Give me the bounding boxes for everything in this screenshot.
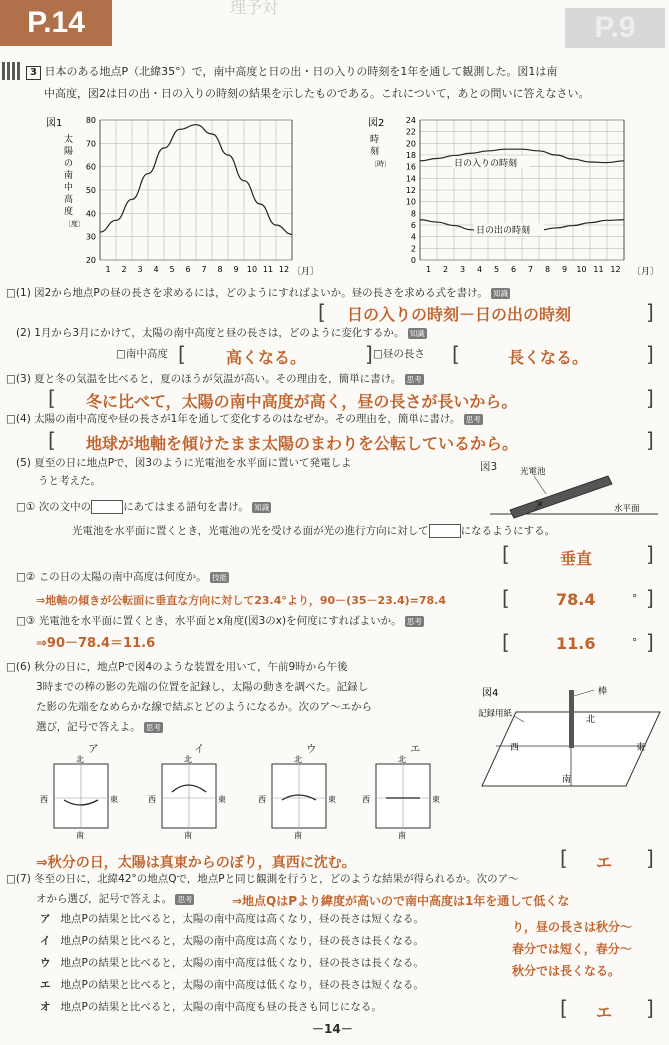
q7-option-o[interactable]: オ 地点Pの結果と比べると，太陽の南中高度も昼の長さも同じになる。 [40, 1001, 382, 1013]
y-label-char: の [64, 159, 74, 169]
x-tick-label: 7 [527, 265, 534, 274]
svg-text:西: 西 [510, 743, 520, 753]
y-label-char: 高 [64, 195, 74, 205]
south-label: 南 [398, 831, 406, 840]
x-tick-label: 3 [459, 265, 466, 274]
figure-3-label: 図3 [480, 461, 498, 473]
q6-answer: エ [596, 853, 613, 872]
y-tick-label: 50 [85, 186, 96, 195]
svg-text:記録用紙: 記録用紙 [478, 709, 513, 719]
figure-1-label: 図1 [46, 118, 63, 129]
q5-question-1: (5) 夏至の日に地点Pで，図3のように光電池を水平面に置いて発電しよ [16, 457, 352, 469]
y-tick-label: 20 [85, 256, 96, 265]
x-tick-label: 9 [561, 265, 568, 274]
q4-tag: 思考 [465, 414, 481, 424]
q7-line-1: □(7) 冬至の日に，北緯42°の地点Qで，地点Pと同じ観測を行うと，どのような結果が得られるか。次のア～ [6, 873, 519, 885]
q2-label-b: □昼の長さ [373, 348, 425, 360]
x-tick-label: 5 [169, 265, 175, 274]
north-label: 北 [398, 755, 406, 764]
x-tick-label: 4 [476, 265, 483, 274]
east-label: 東 [328, 795, 336, 804]
y-tick-label: 18 [405, 151, 416, 160]
y-label-char: 刻 [370, 147, 380, 157]
y-tick-label: 20 [405, 139, 416, 149]
north-label: 北 [294, 755, 302, 764]
x-tick-label: 11 [593, 265, 604, 274]
q6-explain: ⇒秋分の日，太陽は真東からのぼり，真西に沈む。 [36, 855, 356, 871]
q5-sub2: □② この日の太陽の南中高度は何度か。 技能 [16, 571, 228, 583]
y-tick-label: 4 [410, 232, 416, 242]
intro-line-2: 中高度，図2は日の出・日の入りの時刻の結果を示したものである。これについて，あとの問いに答えなさい。 [44, 87, 590, 100]
x-tick-label: 10 [576, 265, 587, 274]
y-label-char: 時 [370, 135, 380, 145]
q1-question: □(1) 図2から地点Pの昼の長さを求めるには，どのようにすればよいか。昼の長さを求める式を書け。 知識 [6, 287, 509, 299]
ghost-page-label: P.9 [565, 8, 665, 48]
intro-line-1: 日本のある地点P（北緯35°）で，南中高度と日の出・日の入りの時刻を1年を通して観測した。図1は南 [44, 65, 558, 78]
x-tick-label: 2 [442, 265, 449, 274]
q5-sub1-sentence: 光電池を水平面に置くとき，光電池の光を受ける面が光の進行方向に対して になるようにする。 [72, 525, 556, 537]
x-tick-label: 3 [137, 265, 143, 274]
east-label: 東 [218, 795, 226, 804]
figure-3-diagram [490, 462, 660, 522]
q3-question: □(3) 夏と冬の気温を比べると，夏のほうが気温が高い。その理由を，簡単に書け。 思考 [6, 373, 422, 385]
x-tick-label: 7 [201, 265, 207, 274]
y-tick-label: 8 [410, 209, 416, 219]
sunrise-label: 日の出の時刻 [476, 226, 531, 236]
y-label-char: 南 [64, 171, 74, 181]
x-tick-label: 1 [105, 265, 111, 274]
x-tick-label: 6 [510, 265, 517, 274]
q7-options [40, 912, 424, 1022]
y-tick-label: 2 [410, 244, 416, 254]
q6-line-3: た影の先端をなめらかな線で結ぶとどのようになるか。次のア～エから [36, 701, 372, 713]
q6-line-1: □(6) 秋分の日に，地点Pで図4のような装置を用いて，午前9時から午後 [6, 661, 348, 673]
choice-u-label[interactable]: ウ [306, 743, 317, 755]
y-label-char: 陽 [64, 147, 74, 157]
q4-question: □(4) 太陽の南中高度や昼の長さが1年を通して変化するのはなぜか。その理由を，簡単に書け。 思考 [6, 413, 481, 425]
y-label-char: 度 [64, 207, 74, 217]
q5-question-2: うと考えた。 [38, 475, 101, 487]
choice-diagram-1 [148, 754, 226, 840]
x-tick-label: 12 [610, 265, 621, 274]
svg-text:南: 南 [562, 775, 572, 785]
x-tick-label: 8 [544, 265, 551, 274]
west-label: 西 [258, 795, 266, 804]
x-tick-label: 1 [425, 265, 432, 274]
figure-4-diagram [476, 686, 666, 796]
page-label: P.14 [0, 0, 112, 46]
figure-2-chart [364, 112, 664, 280]
x-tick-label: 2 [121, 265, 127, 274]
q5-sub1: □① 次の文中の にあてはまる語句を書け。 知識 [16, 501, 270, 513]
y-tick-label: 70 [85, 139, 96, 149]
q7-option-u[interactable]: ウ 地点Pの結果と比べると，太陽の南中高度は低くなり，昼の長さは長くなる。 [40, 957, 424, 969]
y-tick-label: 60 [85, 162, 96, 172]
choice-a-label[interactable]: ア [88, 743, 99, 755]
q5-sub3-explain: ⇒90－78.4＝11.6 [36, 636, 156, 651]
q1-answer: 日の入りの時刻－日の出の時刻 [347, 305, 572, 324]
fig3-plane-label: 水平面 [614, 504, 640, 514]
y-tick-label: 12 [405, 186, 416, 195]
y-tick-label: 80 [85, 116, 96, 125]
q6-line-2: 3時までの棒の影の先端の位置を記録し，太陽の動きを調べた。記録し [36, 681, 369, 693]
north-label: 北 [184, 755, 192, 764]
svg-text:北: 北 [586, 715, 596, 725]
q7-line-2: オから選び，記号で答えよ。 思考 [36, 893, 193, 905]
x-tick-label: 9 [233, 265, 239, 274]
page-number: －14－ [312, 1022, 353, 1036]
svg-text:棒: 棒 [598, 687, 608, 697]
fig3-cell-label: 光電池 [520, 467, 546, 477]
x-tick-label: 6 [185, 265, 191, 274]
choice-diagram-3 [362, 754, 440, 840]
y-tick-label: 22 [405, 127, 416, 137]
y-tick-label: 16 [405, 162, 416, 172]
q4-answer: 地球が地軸を傾けたまま太陽のまわりを公転しているから。 [86, 434, 519, 453]
west-label: 西 [148, 795, 156, 804]
x-tick-label: 11 [262, 265, 274, 274]
q7-answer: エ [596, 1003, 613, 1022]
x-tick-label: 12 [278, 265, 290, 274]
q6-line-4: 選び，記号で答えよ。 思考 [36, 721, 161, 733]
y-tick-label: 0 [410, 256, 416, 265]
west-label: 西 [362, 795, 370, 804]
figure-4-label: 図4 [482, 688, 499, 699]
west-label: 西 [40, 795, 48, 804]
figure-1-xunit: 〔月〕 [292, 267, 320, 277]
east-label: 東 [110, 795, 118, 804]
north-label: 北 [76, 755, 84, 764]
figure-2-xunit: 〔月〕 [632, 267, 660, 277]
y-tick-label: 6 [410, 221, 416, 230]
south-label: 南 [76, 831, 84, 840]
south-label: 南 [184, 831, 192, 840]
q5-sub3-answer: 11.6 [556, 634, 596, 653]
q2-answer-b: 長くなる。 [508, 348, 589, 367]
y-label-char: 〔時〕 [370, 160, 391, 168]
q5-sub3: □③ 光電池を水平面に置くとき，水平面とx角度(図3のx)を何度にすればよいか。 思考 [16, 615, 422, 627]
y-tick-label: 24 [405, 116, 416, 125]
q7-explain-4: 秋分では長くなる。 [512, 964, 621, 978]
question-intro [26, 64, 557, 80]
q7-option-a[interactable]: ア 地点Pの結果と比べると，太陽の南中高度は高くなり，昼の長さは短くなる。 [40, 913, 424, 925]
q5-sub2-answer: 78.4 [556, 590, 596, 609]
choice-e-label[interactable]: エ [410, 743, 421, 755]
x-tick-label: 5 [493, 265, 500, 274]
y-tick-label: 10 [405, 197, 416, 207]
q7-explain-2: り，昼の長さは秋分～ [512, 920, 633, 934]
figure-2-label: 図2 [368, 118, 385, 129]
y-tick-label: 30 [85, 232, 96, 242]
south-label: 南 [294, 831, 302, 840]
x-tick-label: 4 [153, 265, 159, 274]
q2-label-a: □南中高度 [116, 348, 168, 360]
faint-header: 理予対 [230, 0, 279, 17]
choice-diagram-2 [258, 754, 336, 840]
q5-sub1-answer: 垂直 [560, 549, 593, 568]
q7-explain-1: ⇒地点QはPより緯度が高いので南中高度は1年を通して低くな [232, 894, 570, 908]
y-tick-label: 14 [405, 174, 416, 184]
q7-explain-3: 春分では短く，春分～ [512, 942, 632, 956]
choice-diagram-0 [40, 754, 118, 840]
q2-question: (2) 1月から3月にかけて，太陽の南中高度と昼の長さは，どのように変化するか。 知識 [16, 327, 425, 339]
y-tick-label: 40 [85, 209, 96, 219]
q7-option-i[interactable]: イ 地点Pの結果と比べると，太陽の南中高度は高くなり，昼の長さは長くなる。 [40, 935, 424, 947]
y-label-char: 中 [64, 183, 74, 193]
east-label: 東 [432, 795, 440, 804]
q2-answer-a: 高くなる。 [226, 348, 307, 367]
qr-code-icon [2, 62, 20, 80]
q1-tag: 知識 [493, 288, 509, 298]
figure-1-chart [44, 112, 324, 280]
q2-tag: 知識 [409, 328, 425, 338]
q3-answer: 冬に比べて，太陽の南中高度が高く，昼の長さが長いから。 [86, 392, 518, 411]
svg-text:東: 東 [636, 743, 646, 753]
x-tick-label: 8 [217, 265, 223, 274]
q3-tag: 思考 [406, 374, 422, 384]
x-tick-label: 10 [246, 265, 258, 274]
y-label-char: 太 [64, 135, 74, 145]
choice-diagrams [36, 754, 466, 844]
y-label-char: 〔度〕 [64, 220, 85, 228]
q7-option-e[interactable]: エ 地点Pの結果と比べると，太陽の南中高度は低くなり，昼の長さは短くなる。 [40, 979, 424, 991]
svg-text:x: x [538, 499, 543, 508]
question-number: 3 [26, 66, 41, 80]
sunset-label: 日の入りの時刻 [454, 159, 518, 169]
q5-sub2-explain: ⇒地軸の傾きが公転面に垂直な方向に対して23.4°より，90－(35－23.4)=78.4 [36, 594, 447, 607]
choice-i-label[interactable]: イ [194, 743, 205, 755]
